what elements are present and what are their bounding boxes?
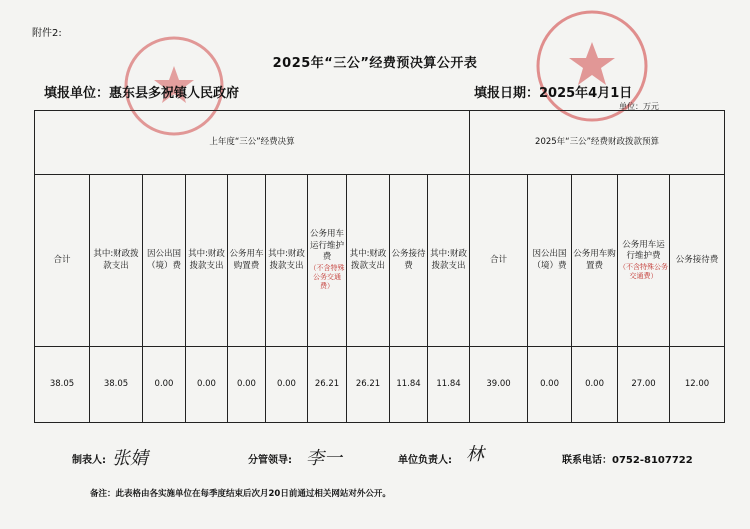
cell-vehicle-buy: 0.00	[228, 347, 266, 423]
header-budget-2025: 2025年“三公”经费财政拨款预算	[470, 111, 725, 175]
money-unit: 单位：万元	[619, 102, 659, 111]
col-vehicle-run	[308, 175, 347, 347]
leader-signature: 李一	[306, 448, 342, 469]
contact-phone: 联系电话：0752-8107722	[562, 455, 693, 466]
cell-vehicle-run: 26.21	[308, 347, 347, 423]
preparer-signature: 张婧	[112, 448, 148, 469]
fill-date: 填报日期：2025年4月1日	[474, 86, 633, 101]
cell-reception: 11.84	[390, 347, 428, 423]
col-vehicle-buy: 公务用车购置费	[228, 175, 266, 347]
col-total-fiscal: 其中:财政拨款支出	[90, 175, 143, 347]
cell-budget-travel: 0.00	[528, 347, 572, 423]
fill-unit: 填报单位：惠东县多祝镇人民政府	[44, 86, 240, 101]
col-vehicle-run-fiscal: 其中:财政拨款支出	[347, 175, 390, 347]
cell-total: 38.05	[35, 347, 90, 423]
leader-label: 分管领导:	[248, 455, 292, 466]
head-signature: 林	[466, 444, 484, 465]
cell-vehicle-buy-fiscal: 0.00	[266, 347, 308, 423]
cell-budget-vehicle-buy: 0.00	[572, 347, 618, 423]
col-total: 合计	[35, 175, 90, 347]
attachment-label: 附件2:	[32, 28, 62, 39]
col-vehicle-run-label: 公务用车运行维护费	[309, 229, 344, 263]
cell-budget-vehicle-run: 27.00	[618, 347, 670, 423]
page-title: 2025年“三公”经费预决算公开表	[272, 56, 478, 71]
cell-total-fiscal: 38.05	[90, 347, 143, 423]
col-budget-vehicle-run	[618, 175, 670, 347]
col-travel: 因公出国（境）费	[143, 175, 186, 347]
col-vehicle-buy-fiscal: 其中:财政拨款支出	[266, 175, 308, 347]
remark: 备注：此表格由各实施单位在每季度结束后次月20日前通过相关网站对外公开。	[90, 489, 391, 499]
preparer-label: 制表人:	[72, 455, 106, 466]
budget-table	[34, 110, 725, 423]
cell-travel-fiscal: 0.00	[186, 347, 228, 423]
header-last-year-final: 上年度“三公”经费决算	[35, 111, 470, 175]
col-reception: 公务接待费	[390, 175, 428, 347]
col-budget-vehicle-buy: 公务用车购置费	[572, 175, 618, 347]
cell-reception-fiscal: 11.84	[428, 347, 470, 423]
cell-travel: 0.00	[143, 347, 186, 423]
col-vehicle-run-note: （不含特殊公务交通费）	[309, 263, 345, 291]
col-budget-vehicle-run-label: 公务用车运行维护费	[622, 239, 665, 262]
col-travel-fiscal: 其中:财政拨款支出	[186, 175, 228, 347]
col-budget-reception: 公务接待费	[670, 175, 725, 347]
cell-budget-reception: 12.00	[670, 347, 725, 423]
col-budget-vehicle-run-note: （不含特殊公务交通费）	[619, 262, 669, 280]
table-row	[35, 347, 725, 423]
col-reception-fiscal: 其中:财政拨款支出	[428, 175, 470, 347]
cell-budget-total: 39.00	[470, 347, 528, 423]
col-budget-travel: 因公出国（境）费	[528, 175, 572, 347]
col-budget-total: 合计	[470, 175, 528, 347]
head-label: 单位负责人:	[398, 455, 452, 466]
cell-vehicle-run-fiscal: 26.21	[347, 347, 390, 423]
